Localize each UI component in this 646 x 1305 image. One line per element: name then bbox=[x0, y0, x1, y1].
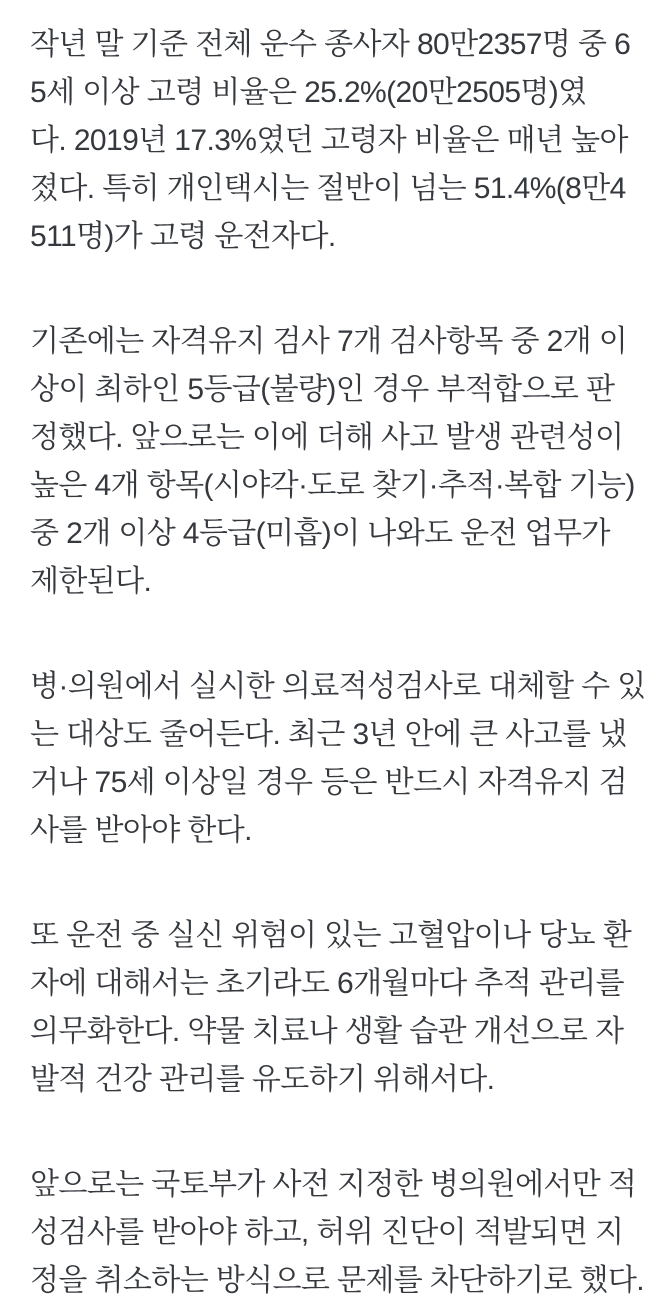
text-line: 성검사를 받아야 하고, 허위 진단이 적발되면 지 bbox=[30, 1216, 624, 1249]
text-line: 다. 2019년 17.3%였던 고령자 비율은 매년 높아 bbox=[30, 124, 628, 157]
paragraph bbox=[30, 663, 646, 855]
paragraph-container bbox=[30, 21, 646, 1305]
text-line: 자에 대해서는 초기라도 6개월마다 추적 관리를 bbox=[30, 967, 624, 1000]
text-line: 상이 최하인 5등급(불량)인 경우 부적합으로 판 bbox=[30, 373, 615, 406]
text-line: 졌다. 특히 개인택시는 절반이 넘는 51.4%(8만4 bbox=[30, 172, 626, 205]
paragraph bbox=[30, 1161, 645, 1305]
text-line: 거나 75세 이상일 경우 등은 반드시 자격유지 검 bbox=[30, 766, 628, 799]
text-line: 는 대상도 줄어든다. 최근 3년 안에 큰 사고를 냈 bbox=[30, 718, 627, 751]
text-line: 5세 이상 고령 비율은 25.2%(20만2505명)였 bbox=[30, 76, 587, 109]
paragraph bbox=[30, 318, 635, 606]
text-line: 기존에는 자격유지 검사 7개 검사항목 중 2개 이 bbox=[30, 325, 628, 358]
text-line: 높은 4개 항목(시야각·도로 찾기·추적·복합 기능) bbox=[30, 469, 635, 502]
text-line: 정했다. 앞으로는 이에 더해 사고 발생 관련성이 bbox=[30, 421, 624, 454]
paragraph bbox=[30, 21, 631, 261]
text-line: 제한된다. bbox=[30, 565, 152, 598]
paragraph bbox=[30, 912, 632, 1104]
text-line: 중 2개 이상 4등급(미흡)이 나와도 운전 업무가 bbox=[30, 517, 610, 550]
text-line: 병·의원에서 실시한 의료적성검사로 대체할 수 있 bbox=[30, 670, 646, 703]
text-line: 또 운전 중 실신 위험이 있는 고혈압이나 당뇨 환 bbox=[30, 919, 632, 952]
text-line: 511명)가 고령 운전자다. bbox=[30, 220, 336, 253]
text-line: 사를 받아야 한다. bbox=[30, 814, 252, 847]
text-line: 앞으로는 국토부가 사전 지정한 병의원에서만 적 bbox=[30, 1168, 637, 1201]
text-line: 작년 말 기준 전체 운수 종사자 80만2357명 중 6 bbox=[30, 28, 631, 61]
text-line: 정을 취소하는 방식으로 문제를 차단하기로 했다. bbox=[30, 1264, 645, 1297]
text-line: 발적 건강 관리를 유도하기 위해서다. bbox=[30, 1063, 495, 1096]
text-line: 의무화한다. 약물 치료나 생활 습관 개선으로 자 bbox=[30, 1015, 624, 1048]
